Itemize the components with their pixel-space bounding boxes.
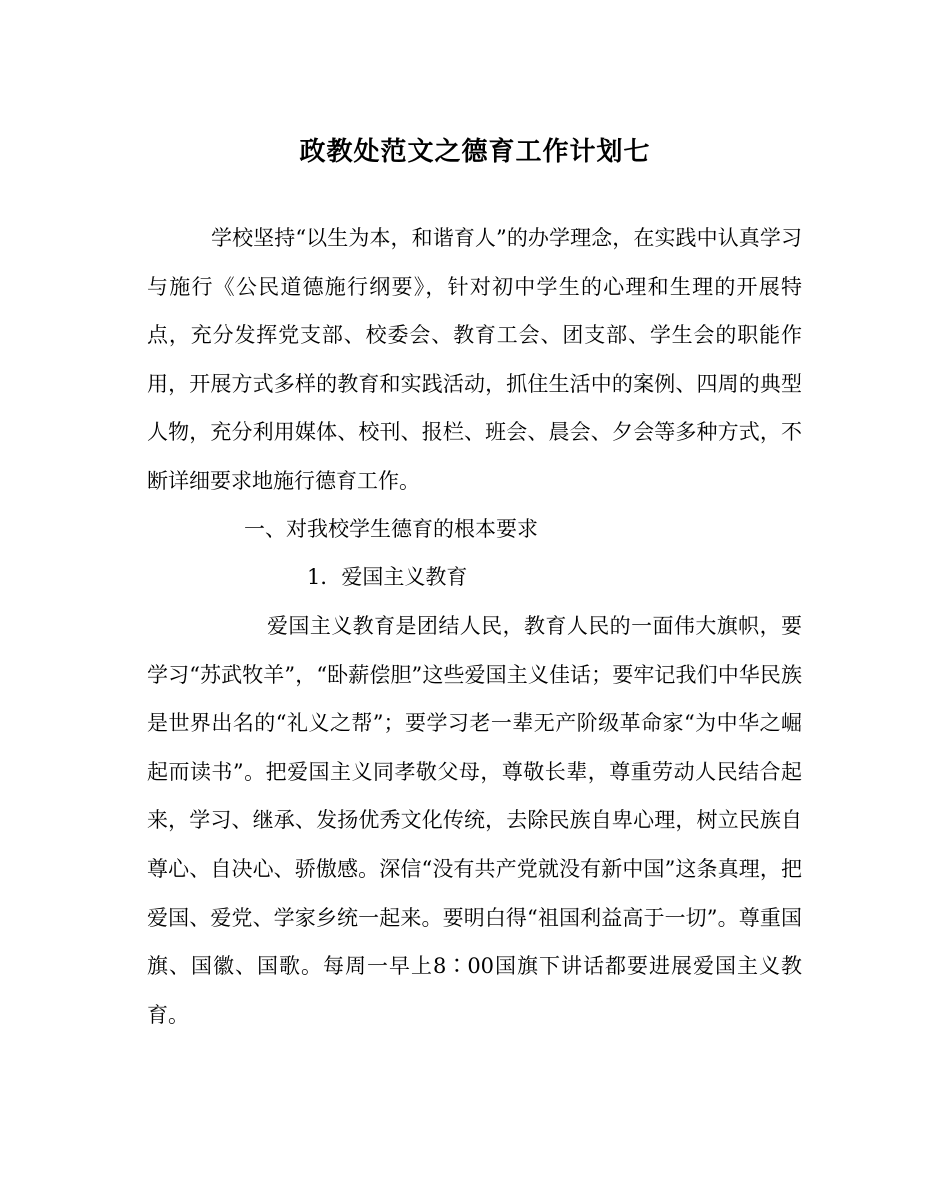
document-title: 政教处范文之德育工作计划七 xyxy=(299,137,651,167)
patriotism-paragraph: 爱国主义教育是团结人民，教育人民的一面伟大旗帜，要学习“苏武牧羊”，“卧薪偿胆”这些爱国主义佳话；要牢记我们中华民族是世界出名的“礼义之帮”；要学习老一辈无产阶级革命家“为中华之崛起而读书”。把爱国主义同孝敬父母，尊敬长辈，尊重劳动人民结合起来，学习、继承、发扬优秀文化传统，去除民族自卑心理，树立民族自尊心、自决心、骄傲感。深信“没有共产党就没有新中国”这条真理，把爱国、爱党、学家乡统一起来。要明白得“祖国利益高于一切”。尊重国旗、国徽、国歌。每周一早上8∶00国旗下讲话都要进展爱国主义教育。 xyxy=(147,614,802,1027)
intro-paragraph: 学校坚持“以生为本，和谐育人”的办学理念，在实践中认真学习与施行《公民道德施行纲要》，针对初中学生的心理和生理的开展特点，充分发挥党支部、校委会、教育工会、团支部、学生会的职能作用，开展方式多样的教育和实践活动，抓住生活中的案例、四周的典型人物，充分利用媒体、校刊、报栏、班会、晨会、夕会等多种方式，不断详细要求地施行德育工作。 xyxy=(147,226,802,493)
section-heading: 一、对我校学生德育的根本要求 xyxy=(244,517,538,541)
subsection-heading: 1．爱国主义教育 xyxy=(307,565,468,589)
